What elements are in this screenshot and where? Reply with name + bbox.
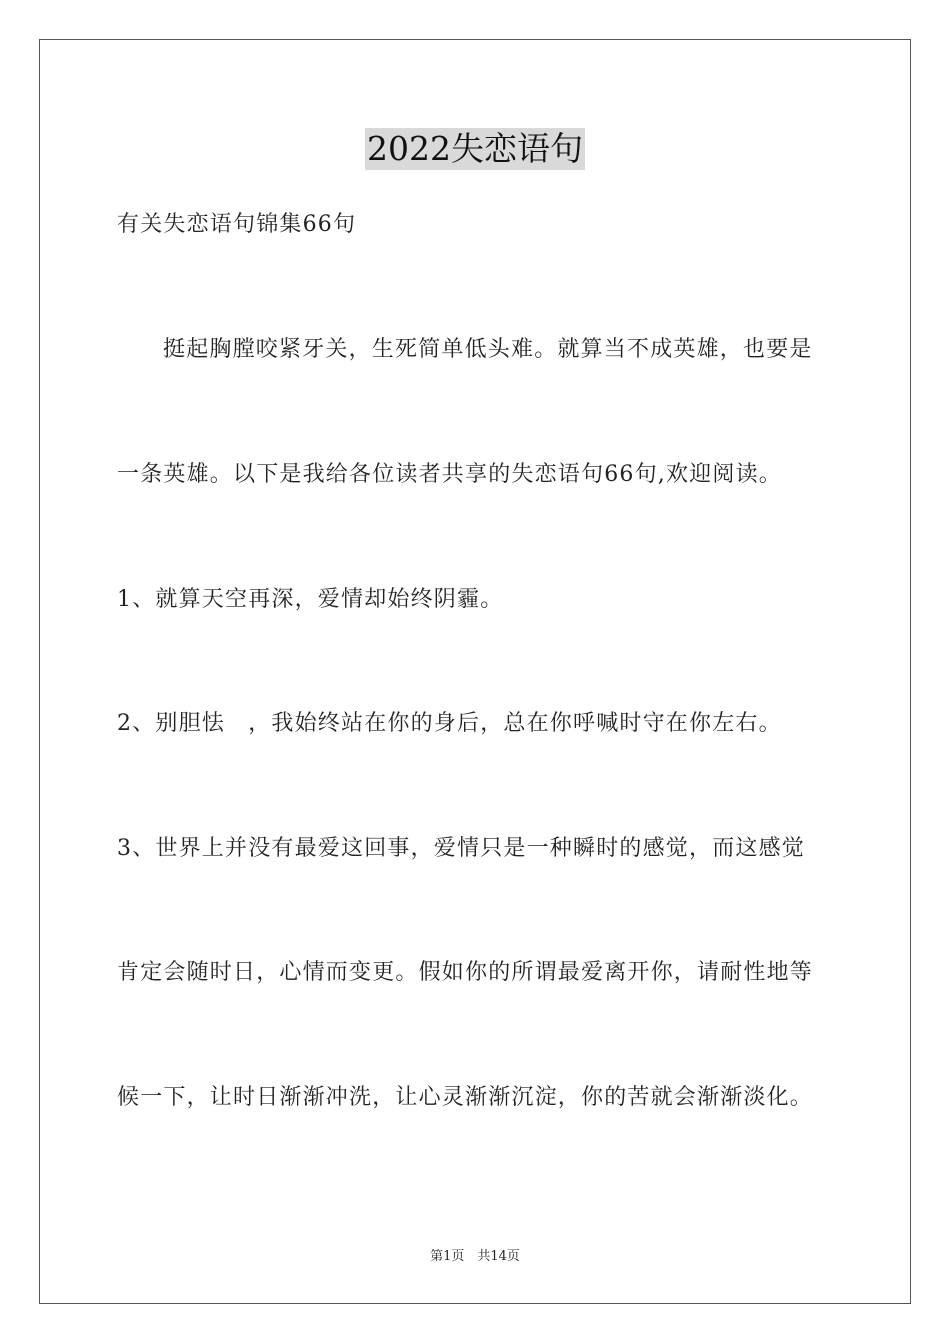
list-item-2: 2、别胆怯 ，我始终站在你的身后，总在你呼喊时守在你左右。 (117, 711, 782, 736)
list-item-1: 1、就算天空再深，爱情却始终阴霾。 (117, 587, 504, 612)
paragraph-line-1: 挺起胸膛咬紧牙关，生死简单低头难。就算当不成英雄，也要是 (163, 337, 813, 362)
paragraph-line-2: 一条英雄。以下是我给各位读者共享的失恋语句66句,欢迎阅读。 (117, 462, 782, 487)
document-subtitle: 有关失恋语句锦集66句 (117, 212, 357, 237)
list-item-3-line-2: 肯定会随时日，心情而变更。假如你的所谓最爱离开你，请耐性地等 (117, 960, 814, 985)
list-item-3-line-1: 3、世界上并没有最爱这回事，爱情只是一种瞬时的感觉，而这感觉 (117, 836, 805, 861)
document-title: 2022失恋语句 (367, 129, 583, 168)
list-item-3-line-3: 候一下，让时日渐渐冲洗，让心灵渐渐沉淀，你的苦就会渐渐淡化。 (117, 1085, 814, 1110)
title-container (0, 128, 950, 170)
page-footer: 第1页 共14页 (430, 1249, 520, 1264)
